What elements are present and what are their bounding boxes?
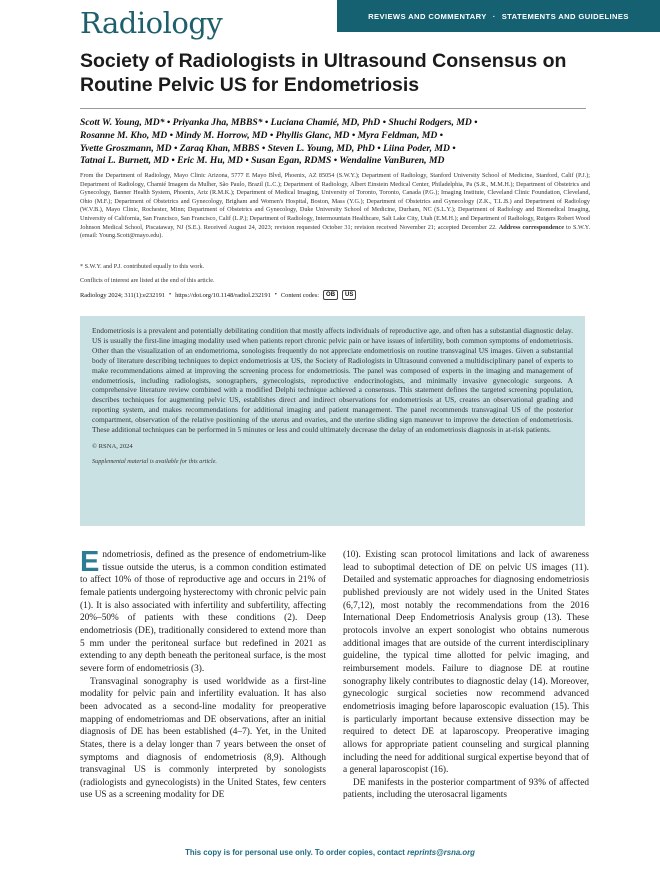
- correspondence-text: to S.W.Y. (email: Young.Scott@mayo.edu).: [80, 223, 590, 240]
- citation-line: [80, 290, 356, 300]
- affiliations: [80, 172, 590, 241]
- bullet-separator: •: [168, 292, 172, 298]
- banner-section: REVIEWS AND COMMENTARY: [368, 11, 487, 21]
- banner-subsection: STATEMENTS AND GUIDELINES: [501, 11, 629, 21]
- bullet-separator: •: [274, 292, 277, 298]
- article-title: Society of Radiologists in Ultrasound Consensus on Routine Pelvic US for Endometriosis: [80, 50, 567, 96]
- drop-cap: E: [80, 546, 100, 578]
- author-line: Rosanne M. Kho, MD • Mindy M. Horrow, MD • Phyllis Glanc, MD • Myra Feldman, MD •: [80, 129, 444, 141]
- author-list: [80, 117, 590, 168]
- body-column-left: [80, 546, 326, 802]
- footer-text: This copy is for personal use only. To order copies, contact: [185, 848, 408, 857]
- abstract-box: [80, 316, 585, 526]
- title-divider: [80, 108, 586, 109]
- citation-ref: Radiology 2024; 311(1):e232191: [80, 291, 165, 299]
- supplemental-note: Supplemental material is available for this article.: [92, 457, 217, 465]
- body-paragraph: DE manifests in the posterior compartment of 93% of affected patients, including the uterosacral ligaments: [343, 777, 589, 801]
- affiliations-text: From the Department of Radiology, Mayo Clinic Arizona, 5777 E Mayo Blvd, Phoenix, AZ 85054 (S.W.Y.); Department of Radiology, Stanford University School of Medicine, Stanford, Calif (P.J.); Department of Radiology, Chamié Imagem da Mulher, São Paulo, Brazil (L.C.); Department of Radiology, Albert Einstein Medical Center, Philadelphia, Pa (S.R., M.M.H.); Department of Obstetrics and Gynecology, Banner Health System, Phoenix, Ariz (R.M.K.); Department of Medical Imaging, University of Toronto, Toronto, Canada (P.G.); Imaging Institute, Cleveland Clinic Foundation, Cleveland, Ohio (M.F.); Department of Obstetrics and Gynecology, Brigham and Women's Hospital, Boston, Mass (Y.G.); Department of Obstetrics and Gynecology (Z.K., T.L.B.) and Department of Radiology (W.V.B.), Mayo Clinic, Rochester, Minn; Department of Obstetrics and Gynecology, Duke University School of Medicine, Durham, NC (S.L.Y.); Department of Radiology and Biomedical Imaging, University of California, San Francisco, San Francisco, Calif (L.P.); Department of Radiology, Intermountain Healthcare, Salt Lake City, Utah (E.M.H.); and Department of Radiology, Rutgers Robert Wood Johnson Medical School, Piscataway, NJ (S.E.). Received August 24, 2023; revision requested October 31; revision received November 21; accepted December 22.: [80, 172, 590, 231]
- section-banner: [337, 0, 660, 32]
- body-paragraph: (10). Existing scan protocol limitations and lack of awareness lead to suboptimal detection of DE on pelvic US images (11). Detailed and systematic approaches for diagnosing endometriosis published previously are not widely used in the United States (6,7,12), most notably the recommendations from the 2016 International Deep Endometriosis Analysis group (13). These protocols involve an expert sonologist who obtains numerous additional images that are outside of the current interdisciplinary guideline, the typical time allotted for pelvic imaging, and reimbursement models. Failure to diagnose DE at routine sonography likely contributes to diagnostic delay (14). Moreover, gynecologic surgical societies now recommend advanced endometriosis imaging before laparoscopic evaluation (15). This is particularly important because extensive dissection may be required to detect DE at laparoscopy. Preoperative imaging allows for appropriate patient counseling and surgical planning including the need for additional surgical expertise beyond that of a general laparoscopist (16).: [343, 550, 589, 776]
- body-column-right: [343, 549, 589, 802]
- equal-contribution-note: * S.W.Y. and P.J. contributed equally to this work.: [80, 263, 205, 270]
- paragraph-text: ndometriosis, defined as the presence of endometrium-like tissue outside the uterus, is a common condition estimated to affect 10% of those of reproductive age and occurs in 21% of female patients undergoing hysterectomy with chronic pelvic pain (1). It is also associated with infertility and subfertility, affecting 20%–50% of patients with these conditions (2). Deep endometriosis (DE), traditionally considered to extend more than 5 mm under the peritoneal surface but redefined in 2021 as extending to any depth beneath the peritoneal surface, is the most severe form of endometriosis (3).: [80, 550, 326, 674]
- content-codes-label: Content codes:: [280, 291, 320, 299]
- author-line: Yvette Groszmann, MD • Zaraq Khan, MBBS • Steven L. Young, MD, PhD • Liina Poder, MD •: [80, 142, 456, 154]
- doi-link[interactable]: https://doi.org/10.1148/radiol.232191: [175, 291, 271, 299]
- body-paragraph: [80, 546, 326, 676]
- author-line: Scott W. Young, MD* • Priyanka Jha, MBBS* • Luciana Chamié, MD, PhD • Shuchi Rodgers, MD •: [80, 117, 478, 128]
- footer-notice: [0, 848, 660, 857]
- author-line: Tatnai L. Burnett, MD • Eric M. Hu, MD • Susan Egan, RDMS • Wendaline VanBuren, MD: [80, 155, 445, 167]
- reprints-email-link[interactable]: reprints@rsna.org: [407, 848, 475, 857]
- content-code-badge[interactable]: OB: [323, 290, 338, 300]
- abstract-copyright: © RSNA, 2024: [92, 442, 133, 450]
- content-code-badge[interactable]: US: [342, 290, 356, 300]
- body-paragraph: Transvaginal sonography is used worldwide as a first-line modality for pelvic pain and infertility evaluation. It has also been advocated as a second-line modality for preoperative mapping of endometriomas and DE observations, after an initial diagnosis of DE has been established (4–7). Yet, in the United States, there is a delay longer than 7 years between the onset of symptoms and diagnosis of endometriosis (8,9). Although transvaginal US is commonly interpreted by sonologists (radiologists and gynecologists) in the United States, few centers use US as a screening modality for DE: [80, 676, 326, 801]
- correspondence-label: Address correspondence: [498, 223, 564, 231]
- banner-separator: ·: [492, 11, 496, 21]
- conflicts-note: Conflicts of interest are listed at the end of this article.: [80, 277, 215, 284]
- abstract-text: Endometriosis is a prevalent and potentially debilitating condition that mostly affects individuals of reproductive age, and often has a substantial diagnostic delay. US is usually the first-line imaging modality used when patients report chronic pelvic pain or have issues of infertility, both common symptoms of endometriosis. Other than the visualization of an endometrioma, sonologists frequently do not appreciate endometriosis on routine transvaginal US images. Given a substantial body of literature describing techniques to depict endometriosis at US, the Society of Radiologists in Ultrasound convened a multidisciplinary panel of experts to make recommendations aimed at improving the screening process for endometriosis. The panel was composed of experts in the imaging and management of endometriosis, including radiologists, sonographers, gynecologists, reproductive endocrinologists, and minimally invasive gynecologic surgeons. A comprehensive literature review combined with a modified Delphi technique achieved a consensus. This statement defines the targeted screening population, describes techniques for augmenting pelvic US, establishes direct and indirect observations for endometriosis at US, creates an observational grading and reporting system, and makes recommendations for additional imaging and patient management. The panel recommends transvaginal US of the posterior compartment, observation of the relative positioning of the uterus and ovaries, and the uterine sliding sign maneuver to improve the detection of endometriosis. These additional techniques can be performed in 5 minutes or less and could ultimately decrease the delay of an endometriosis diagnosis in at-risk patients.: [92, 326, 573, 435]
- journal-logo: Radiology: [80, 6, 223, 40]
